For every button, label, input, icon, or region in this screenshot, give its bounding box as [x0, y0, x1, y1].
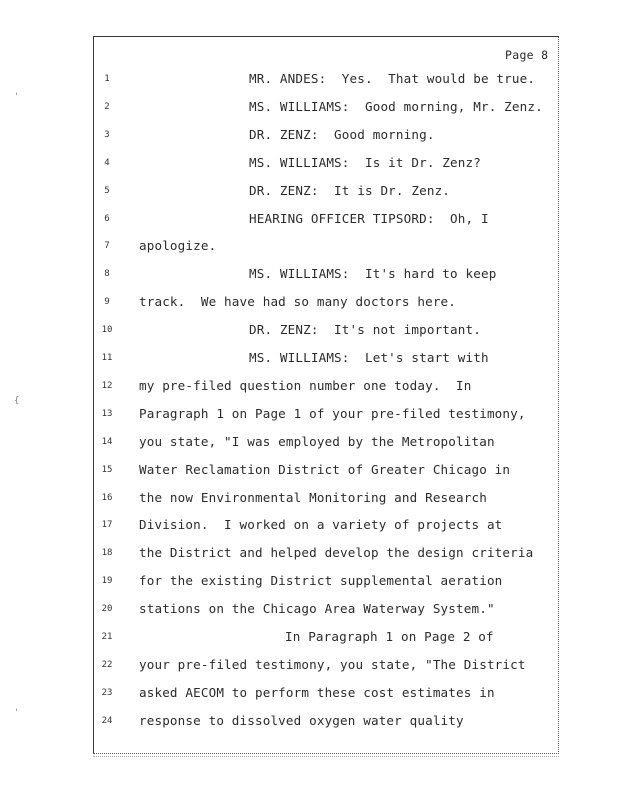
- line-text: MR. ANDES: Yes. That would be true.: [249, 71, 536, 86]
- line-text: MS. WILLIAMS: Is it Dr. Zenz?: [249, 155, 481, 170]
- line-text: Paragraph 1 on Page 1 of your pre-filed testimony,: [139, 406, 526, 421]
- line-text: MS. WILLIAMS: It's hard to keep: [249, 266, 497, 281]
- line-number: 11: [101, 353, 113, 363]
- transcript-page-frame: [93, 36, 559, 754]
- line-text: asked AECOM to perform these cost estimates in: [139, 685, 495, 700]
- line-number: 6: [104, 214, 110, 224]
- line-text: you state, "I was employed by the Metropolitan: [139, 434, 495, 449]
- line-number: 8: [104, 269, 110, 279]
- line-number: 13: [101, 409, 113, 419]
- line-text: DR. ZENZ: It is Dr. Zenz.: [249, 183, 451, 198]
- line-text: stations on the Chicago Area Waterway System.": [139, 601, 495, 616]
- line-text: MS. WILLIAMS: Good morning, Mr. Zenz.: [249, 99, 543, 114]
- line-number: 22: [101, 660, 113, 670]
- line-text: my pre-filed question number one today. In: [139, 378, 472, 393]
- line-text: your pre-filed testimony, you state, "The District: [139, 657, 526, 672]
- page-number: Page 8: [505, 48, 549, 62]
- line-text: HEARING OFFICER TIPSORD: Oh, I: [249, 211, 489, 226]
- line-number: 12: [101, 381, 113, 391]
- line-number: 20: [101, 604, 113, 614]
- line-number: 1: [104, 74, 110, 84]
- line-text: In Paragraph 1 on Page 2 of: [285, 629, 494, 644]
- line-number: 15: [101, 465, 113, 475]
- margin-mark: ': [14, 92, 20, 102]
- margin-mark: {: [14, 396, 20, 406]
- line-text: response to dissolved oxygen water quality: [139, 713, 464, 728]
- line-text: DR. ZENZ: It's not important.: [249, 322, 481, 337]
- line-number: 19: [101, 576, 113, 586]
- line-text: for the existing District supplemental aeration: [139, 573, 503, 588]
- line-number: 14: [101, 437, 113, 447]
- line-text: track. We have had so many doctors here.: [139, 294, 457, 309]
- line-number: 10: [101, 325, 113, 335]
- line-text: the now Environmental Monitoring and Research: [139, 490, 487, 505]
- line-number: 9: [104, 297, 110, 307]
- line-text: MS. WILLIAMS: Let's start with: [249, 350, 489, 365]
- page-bottom-edge: [93, 756, 559, 759]
- line-number: 2: [104, 102, 110, 112]
- line-number: 17: [101, 520, 113, 530]
- line-text: DR. ZENZ: Good morning.: [249, 127, 435, 142]
- line-number: 23: [101, 688, 113, 698]
- line-number: 4: [104, 158, 110, 168]
- line-number: 18: [101, 548, 113, 558]
- line-text: Division. I worked on a variety of projects at: [139, 517, 503, 532]
- line-number: 5: [104, 186, 110, 196]
- margin-mark: ': [14, 708, 20, 718]
- line-number: 7: [104, 241, 110, 251]
- line-number: 3: [104, 130, 110, 140]
- line-number: 21: [101, 632, 113, 642]
- line-number: 16: [101, 493, 113, 503]
- line-text: the District and helped develop the design criteria: [139, 545, 534, 560]
- line-number: 24: [101, 716, 113, 726]
- line-text: Water Reclamation District of Greater Chicago in: [139, 462, 511, 477]
- line-text: apologize.: [139, 238, 217, 253]
